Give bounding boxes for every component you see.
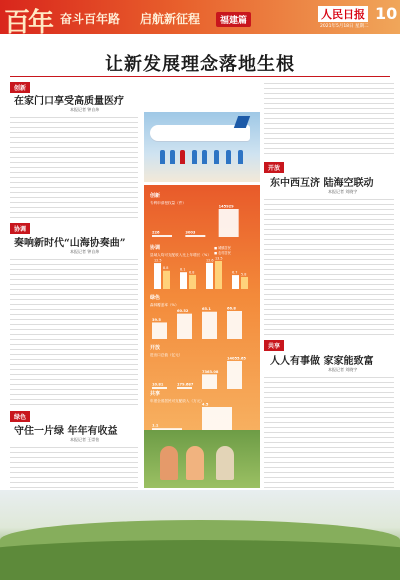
chart-data-label: 1.1	[152, 423, 159, 428]
chart-bar	[177, 387, 192, 389]
article-text-coordination	[10, 256, 138, 406]
chart-data-label: 5.8	[241, 272, 247, 277]
chart-data-label: 10.81	[152, 382, 164, 387]
crew-figure	[202, 150, 207, 164]
header-title-1: 奋斗百年路	[60, 12, 121, 26]
legend-entry: ■ 农村居民	[214, 251, 231, 255]
chart-bar	[241, 277, 248, 289]
chart-bar	[152, 322, 167, 339]
page-title: 让新发展理念落地生根	[105, 54, 295, 75]
section-title-coordination: 奏响新时代“山海协奏曲”	[14, 238, 126, 249]
chart-data-label: 8.1	[180, 267, 186, 272]
legend-entry: ■ 城镇居民	[214, 246, 231, 250]
chart-data-label: 13.5	[215, 256, 223, 261]
chart-data-label: 14055.65	[227, 356, 246, 361]
page-number: 10	[375, 4, 398, 23]
region-tag: 福建篇	[216, 12, 251, 27]
chart-data-label: 39.5	[152, 317, 161, 322]
crew-figure	[238, 150, 243, 164]
chart-data-label: 60.52	[177, 309, 189, 314]
infographic-svg	[144, 185, 260, 431]
chart-bar	[180, 272, 187, 289]
chart-bar	[185, 235, 205, 237]
byline-coordination: 本报记者 钟自炜	[70, 249, 100, 254]
article-text-intro	[264, 80, 394, 158]
chart-bar	[215, 261, 222, 289]
byline-open: 本报记者 刘晓宇	[328, 189, 358, 194]
chart-data-label: 8.8	[163, 266, 169, 271]
child-figure	[186, 446, 204, 480]
chart-bar	[152, 235, 172, 237]
section-title-green: 守住一片绿 年年有收益	[14, 426, 118, 437]
chart-data-label: 226	[152, 230, 160, 235]
chart-bar	[163, 271, 170, 289]
chart-subtitle: 进出口总值（亿元）	[150, 353, 183, 357]
chart-data-label: 3003	[185, 230, 196, 235]
chart-bar	[227, 311, 242, 339]
chart-data-label: 145929	[218, 204, 234, 209]
chart-data-label: 12.5	[154, 258, 162, 263]
crew-figure	[192, 150, 197, 164]
article-text-open	[264, 196, 394, 336]
section-tag-open: 开放	[264, 162, 284, 173]
crew-figure	[160, 150, 165, 164]
chart-title: 绿色	[150, 295, 161, 301]
header-title-2: 启航新征程	[140, 12, 201, 26]
chart-data-label: 6.7	[232, 270, 238, 275]
child-figure	[160, 446, 178, 480]
chart-data-label: 6.8	[189, 270, 195, 275]
byline-green: 本报记者 王崇怡	[70, 437, 100, 442]
hill-shape	[0, 540, 400, 580]
byline-innovation: 本报记者 钟自炜	[70, 107, 100, 112]
crew-figure	[226, 150, 231, 164]
left-column	[10, 80, 138, 490]
date-line: 2021年5月18日 星期二	[320, 24, 369, 29]
chart-data-label: 12.6	[206, 258, 214, 263]
article-text-green	[10, 444, 138, 490]
section-tag-innovation: 创新	[10, 82, 30, 93]
chart-data-label: 66.8	[227, 306, 236, 311]
chart-bar	[152, 387, 167, 389]
section-title-sharing: 人人有事做 家家能致富	[270, 356, 374, 367]
chart-bar	[189, 275, 196, 289]
section-tag-coordination: 协调	[10, 223, 30, 234]
article-text-sharing	[264, 374, 394, 490]
title-rule	[10, 76, 390, 77]
chart-data-label: 179.687	[177, 382, 194, 387]
chart-subtitle: 县域人均可支配收入比上年增长（%）	[150, 253, 211, 257]
chart-bar	[232, 275, 239, 289]
chart-title: 共享	[150, 391, 161, 397]
byline-sharing: 本报记者 刘晓宇	[328, 367, 358, 372]
chart-data-label: 65.1	[202, 307, 211, 312]
chart-bar	[219, 209, 239, 237]
crew-figure	[180, 150, 185, 164]
section-title-innovation: 在家门口享受高质量医疗	[14, 96, 124, 107]
section-title-open: 东中西互济 陆海空联动	[270, 178, 374, 189]
crew-figure	[170, 150, 175, 164]
chart-data-label: 7363.08	[202, 369, 219, 374]
chart-bar	[202, 312, 217, 339]
chart-bar	[206, 263, 213, 289]
chart-subtitle: 森林覆盖率（%）	[150, 303, 179, 307]
chart-bar	[227, 361, 242, 389]
chart-title: 开放	[150, 345, 161, 351]
header-number: 百年	[4, 8, 53, 38]
newspaper-logo: 人民日报	[318, 6, 368, 22]
chart-bar	[202, 374, 217, 389]
chart-title: 创新	[150, 193, 161, 199]
chart-title: 协调	[150, 245, 161, 251]
crew-figure	[214, 150, 219, 164]
chart-bar	[177, 314, 192, 339]
child-figure	[216, 446, 234, 480]
chart-data-label: 4.5	[202, 402, 209, 407]
chart-bar	[202, 407, 232, 431]
chart-subtitle: 年度全省居民可支配收入（万元）	[150, 399, 204, 403]
section-tag-green: 绿色	[10, 411, 30, 422]
section-tag-sharing: 共享	[264, 340, 284, 351]
right-column	[264, 162, 394, 492]
chart-bar	[154, 263, 161, 289]
article-text-innovation	[10, 114, 138, 218]
chart-subtitle: 专利申请授权量（件）	[150, 201, 186, 205]
